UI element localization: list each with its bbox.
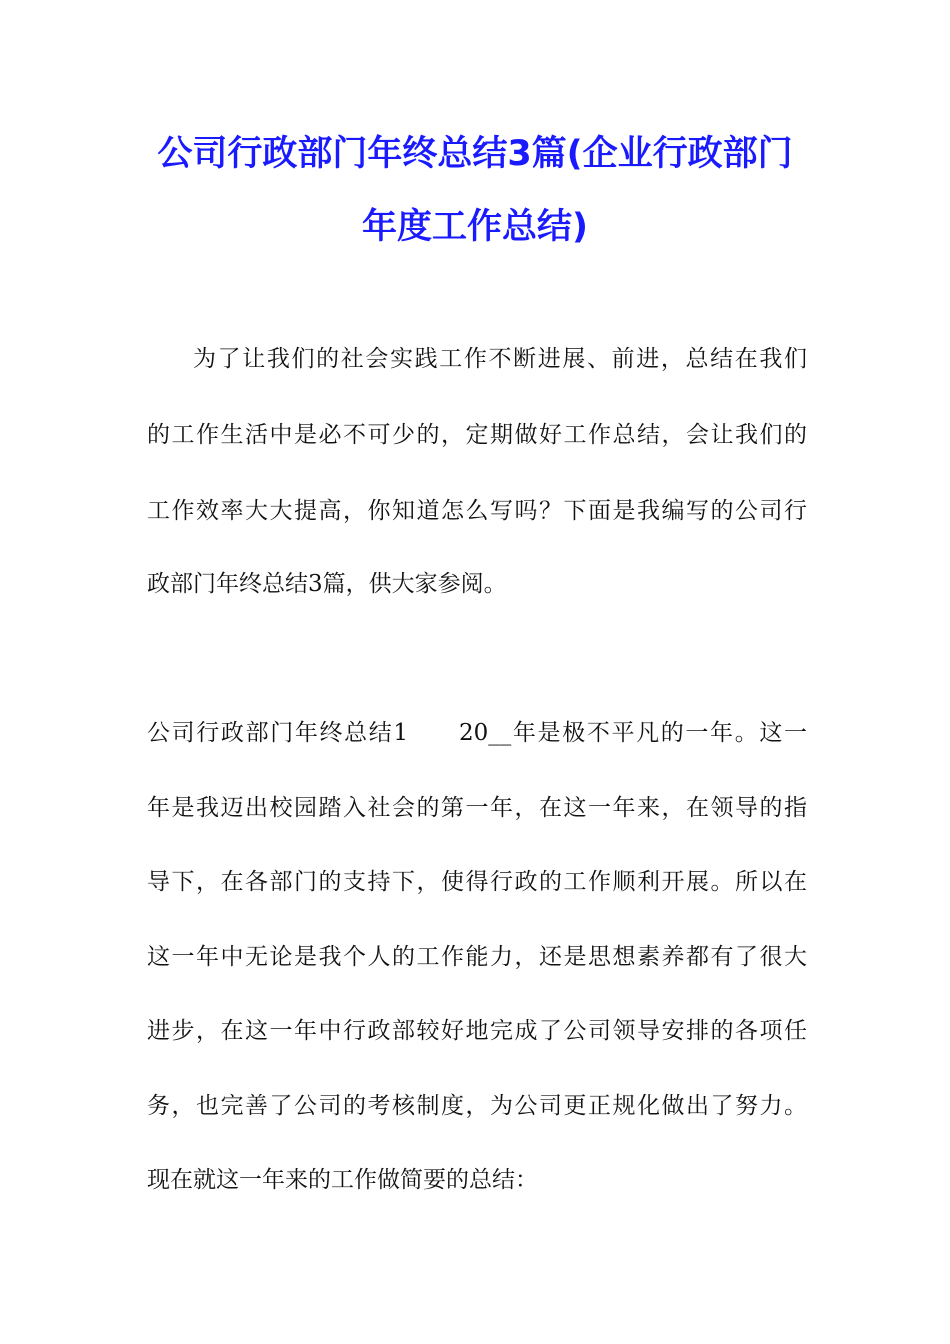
intro-line-4: 政部门年终总结3篇，供大家参阅。 <box>147 571 507 597</box>
section-1-line-6: 务，也完善了公司的考核制度，为公司更正规化做出了努力。 <box>147 1093 807 1119</box>
section-1-line-7: 现在就这一年来的工作做简要的总结： <box>147 1167 538 1193</box>
document-title-line-2: 年度工作总结) <box>362 207 588 247</box>
section-1-line-1: 公司行政部门年终总结1 20__年是极不平凡的一年。这一 <box>147 720 807 746</box>
document-title-line-1: 公司行政部门年终总结3篇(企业行政部门 <box>157 134 793 174</box>
section-1-line-3: 导下，在各部门的支持下，使得行政的工作顺利开展。所以在 <box>147 869 807 895</box>
intro-line-1: 为了让我们的社会实践工作不断进展、前进，总结在我们 <box>193 346 807 372</box>
section-1-line-4: 这一年中无论是我个人的工作能力，还是思想素养都有了很大 <box>147 944 807 970</box>
section-1-line-5: 进步，在这一年中行政部较好地完成了公司领导安排的各项任 <box>147 1018 807 1044</box>
intro-line-2: 的工作生活中是必不可少的，定期做好工作总结，会让我们的 <box>147 422 807 448</box>
intro-line-3: 工作效率大大提高，你知道怎么写吗？下面是我编写的公司行 <box>147 498 807 524</box>
section-1-line-2: 年是我迈出校园踏入社会的第一年，在这一年来，在领导的指 <box>147 795 807 821</box>
